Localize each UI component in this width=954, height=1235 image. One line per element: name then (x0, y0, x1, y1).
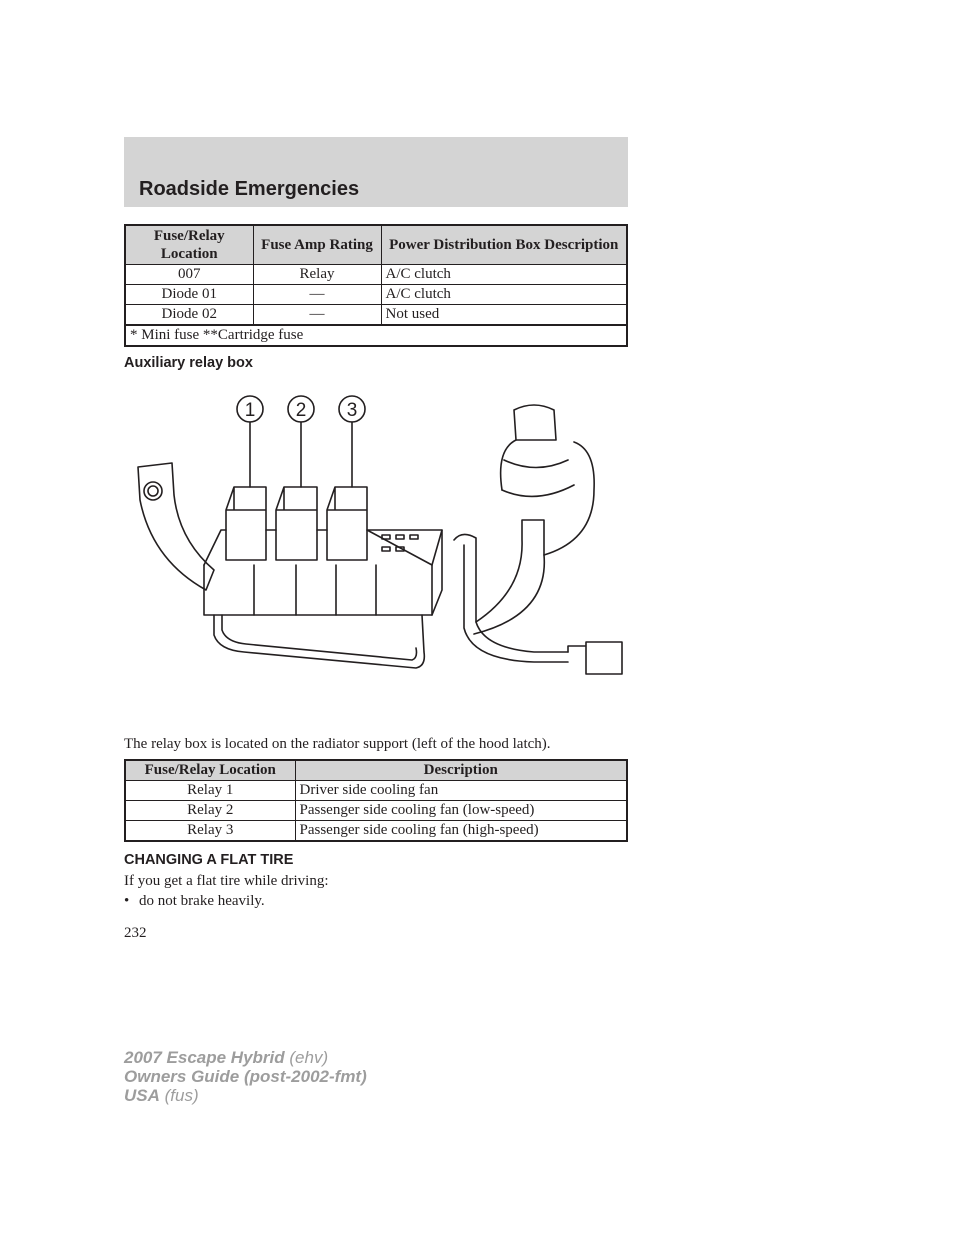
section-title: Roadside Emergencies (139, 178, 360, 200)
table-footnote-row (125, 325, 627, 346)
list-item (124, 893, 265, 910)
table-row (125, 781, 627, 801)
auxiliary-relay-box-heading: Auxiliary relay box (124, 355, 253, 371)
table-cell: Relay 2 (125, 801, 295, 821)
column-header: Description (295, 760, 627, 781)
auxiliary-relay-table (124, 759, 628, 842)
table-row (125, 265, 627, 285)
table-cell: Relay 3 (125, 821, 295, 842)
table-footnote: * Mini fuse **Cartridge fuse (125, 325, 627, 346)
document-footer (124, 1048, 367, 1105)
table-cell: Relay (253, 265, 381, 285)
relay-1 (226, 487, 266, 560)
bracket-bolt (144, 482, 162, 500)
footer-market: USA (124, 1086, 160, 1105)
column-header: Power Distribution Box Description (381, 225, 627, 265)
flat-tire-intro: If you get a flat tire while driving: (124, 873, 329, 889)
table-cell: — (253, 285, 381, 305)
table-cell: A/C clutch (381, 265, 627, 285)
table-cell: Not used (381, 305, 627, 326)
page-number: 232 (124, 925, 147, 941)
grommet-dome (514, 405, 556, 440)
table-cell: Passenger side cooling fan (low-speed) (295, 801, 627, 821)
footer-market-code: (fus) (159, 1086, 199, 1105)
table-cell: — (253, 305, 381, 326)
table-header-row (125, 760, 627, 781)
relay-location-text: The relay box is located on the radiator support (left of the hood latch). (124, 736, 551, 752)
footer-guide: Owners Guide (post-2002-fmt) (124, 1067, 367, 1086)
callout-2-label: 2 (295, 400, 307, 421)
bullet-text: do not brake heavily. (139, 893, 265, 909)
power-distribution-table (124, 224, 628, 347)
callout-3-label: 3 (346, 400, 358, 421)
table-cell: Driver side cooling fan (295, 781, 627, 801)
column-header: Fuse Amp Rating (253, 225, 381, 265)
table-row (125, 305, 627, 326)
table-cell: 007 (125, 265, 253, 285)
table-header-row (125, 225, 627, 265)
auxiliary-relay-box-diagram (124, 390, 628, 690)
table-cell: Passenger side cooling fan (high-speed) (295, 821, 627, 842)
wire-connector (568, 642, 622, 674)
table-row (125, 801, 627, 821)
callout-1-label: 1 (244, 400, 256, 421)
column-header: Fuse/Relay Location (125, 760, 295, 781)
table-cell: Relay 1 (125, 781, 295, 801)
bullet-icon: • (124, 893, 130, 909)
footer-model-code: (ehv) (284, 1048, 329, 1067)
table-cell: Diode 01 (125, 285, 253, 305)
relay-3 (327, 487, 367, 560)
column-header: Fuse/Relay Location (125, 225, 253, 265)
table-cell: Diode 02 (125, 305, 253, 326)
footer-model: 2007 Escape Hybrid (124, 1048, 285, 1067)
table-cell: A/C clutch (381, 285, 627, 305)
table-row (125, 285, 627, 305)
relay-2 (276, 487, 317, 560)
table-row (125, 821, 627, 842)
wire-harness (214, 615, 424, 668)
changing-flat-tire-heading: CHANGING A FLAT TIRE (124, 852, 294, 868)
